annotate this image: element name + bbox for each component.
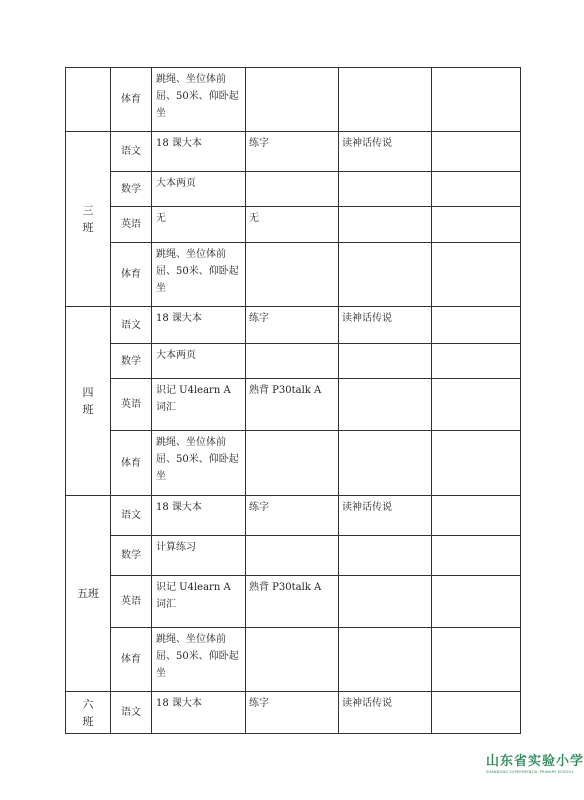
subject-cell: 语文 [111, 307, 152, 344]
task-cell-3 [339, 207, 432, 243]
subject-cell: 语文 [111, 496, 152, 536]
task-cell-2 [246, 344, 339, 379]
subject-cell: 体育 [111, 68, 152, 132]
school-logo-subtitle: SHANDONG EXPERIMENTAL PRIMARY SCHOOL [486, 770, 574, 774]
task-cell-1: 跳绳、坐位体前屈、50米、仰卧起坐 [152, 431, 246, 496]
task-cell-3: 读神话传说 [339, 692, 432, 734]
class-cell: 六 班 [66, 692, 111, 734]
task-cell-3 [339, 628, 432, 692]
task-cell-4 [432, 172, 521, 207]
school-logo-name: 山东省实验小学 [486, 754, 584, 769]
task-cell-4 [432, 132, 521, 172]
task-cell-4 [432, 307, 521, 344]
task-cell-2 [246, 431, 339, 496]
task-cell-3: 读神话传说 [339, 132, 432, 172]
subject-cell: 体育 [111, 431, 152, 496]
task-cell-4 [432, 536, 521, 576]
task-cell-3 [339, 576, 432, 628]
table-row [66, 692, 521, 734]
task-cell-3 [339, 536, 432, 576]
task-cell-4 [432, 576, 521, 628]
task-cell-2: 熟背 P30talk A [246, 576, 339, 628]
task-cell-3 [339, 344, 432, 379]
task-cell-2: 练字 [246, 132, 339, 172]
table-row [66, 68, 521, 132]
table-row [66, 379, 521, 431]
task-cell-1: 大本两页 [152, 172, 246, 207]
task-cell-2 [246, 172, 339, 207]
subject-cell: 体育 [111, 243, 152, 307]
task-cell-1: 大本两页 [152, 344, 246, 379]
task-cell-4 [432, 207, 521, 243]
task-cell-2: 练字 [246, 307, 339, 344]
table-row [66, 307, 521, 344]
subject-cell: 语文 [111, 132, 152, 172]
class-cell [66, 68, 111, 132]
task-cell-1: 跳绳、坐位体前屈、50米、仰卧起坐 [152, 68, 246, 132]
task-cell-4 [432, 243, 521, 307]
task-cell-2 [246, 628, 339, 692]
task-cell-3 [339, 379, 432, 431]
task-cell-4 [432, 379, 521, 431]
subject-cell: 英语 [111, 576, 152, 628]
task-cell-4 [432, 692, 521, 734]
task-cell-4 [432, 431, 521, 496]
table-row [66, 496, 521, 536]
task-cell-1: 跳绳、坐位体前屈、50米、仰卧起坐 [152, 243, 246, 307]
task-cell-1: 18 课大本 [152, 132, 246, 172]
task-cell-1: 18 课大本 [152, 307, 246, 344]
task-cell-1: 计算练习 [152, 536, 246, 576]
task-cell-2 [246, 68, 339, 132]
task-cell-1: 18 课大本 [152, 496, 246, 536]
subject-cell: 语文 [111, 692, 152, 734]
school-logo [486, 750, 584, 774]
table-row [66, 172, 521, 207]
table-row [66, 576, 521, 628]
task-cell-2: 练字 [246, 692, 339, 734]
task-cell-4 [432, 628, 521, 692]
table-row [66, 536, 521, 576]
task-cell-2: 无 [246, 207, 339, 243]
task-cell-1: 识记 U4learn A 词汇 [152, 379, 246, 431]
homework-table-body [66, 68, 521, 734]
task-cell-3: 读神话传说 [339, 496, 432, 536]
table-row [66, 344, 521, 379]
task-cell-3 [339, 431, 432, 496]
task-cell-4 [432, 344, 521, 379]
task-cell-2 [246, 243, 339, 307]
subject-cell: 体育 [111, 628, 152, 692]
task-cell-2 [246, 536, 339, 576]
task-cell-2: 练字 [246, 496, 339, 536]
table-row [66, 243, 521, 307]
table-row [66, 431, 521, 496]
task-cell-4 [432, 68, 521, 132]
task-cell-1: 识记 U4learn A 词汇 [152, 576, 246, 628]
task-cell-1: 无 [152, 207, 246, 243]
class-cell: 五班 [66, 496, 111, 692]
subject-cell: 数学 [111, 344, 152, 379]
task-cell-1: 18 课大本 [152, 692, 246, 734]
task-cell-3: 读神话传说 [339, 307, 432, 344]
table-row [66, 628, 521, 692]
class-cell: 四 班 [66, 307, 111, 496]
homework-table [65, 67, 521, 734]
task-cell-4 [432, 496, 521, 536]
task-cell-1: 跳绳、坐位体前屈、50米、仰卧起坐 [152, 628, 246, 692]
subject-cell: 数学 [111, 536, 152, 576]
task-cell-2: 熟背 P30talk A [246, 379, 339, 431]
class-cell: 三 班 [66, 132, 111, 307]
task-cell-3 [339, 68, 432, 132]
task-cell-3 [339, 243, 432, 307]
table-row [66, 132, 521, 172]
task-cell-3 [339, 172, 432, 207]
subject-cell: 数学 [111, 172, 152, 207]
subject-cell: 英语 [111, 207, 152, 243]
table-row [66, 207, 521, 243]
subject-cell: 英语 [111, 379, 152, 431]
